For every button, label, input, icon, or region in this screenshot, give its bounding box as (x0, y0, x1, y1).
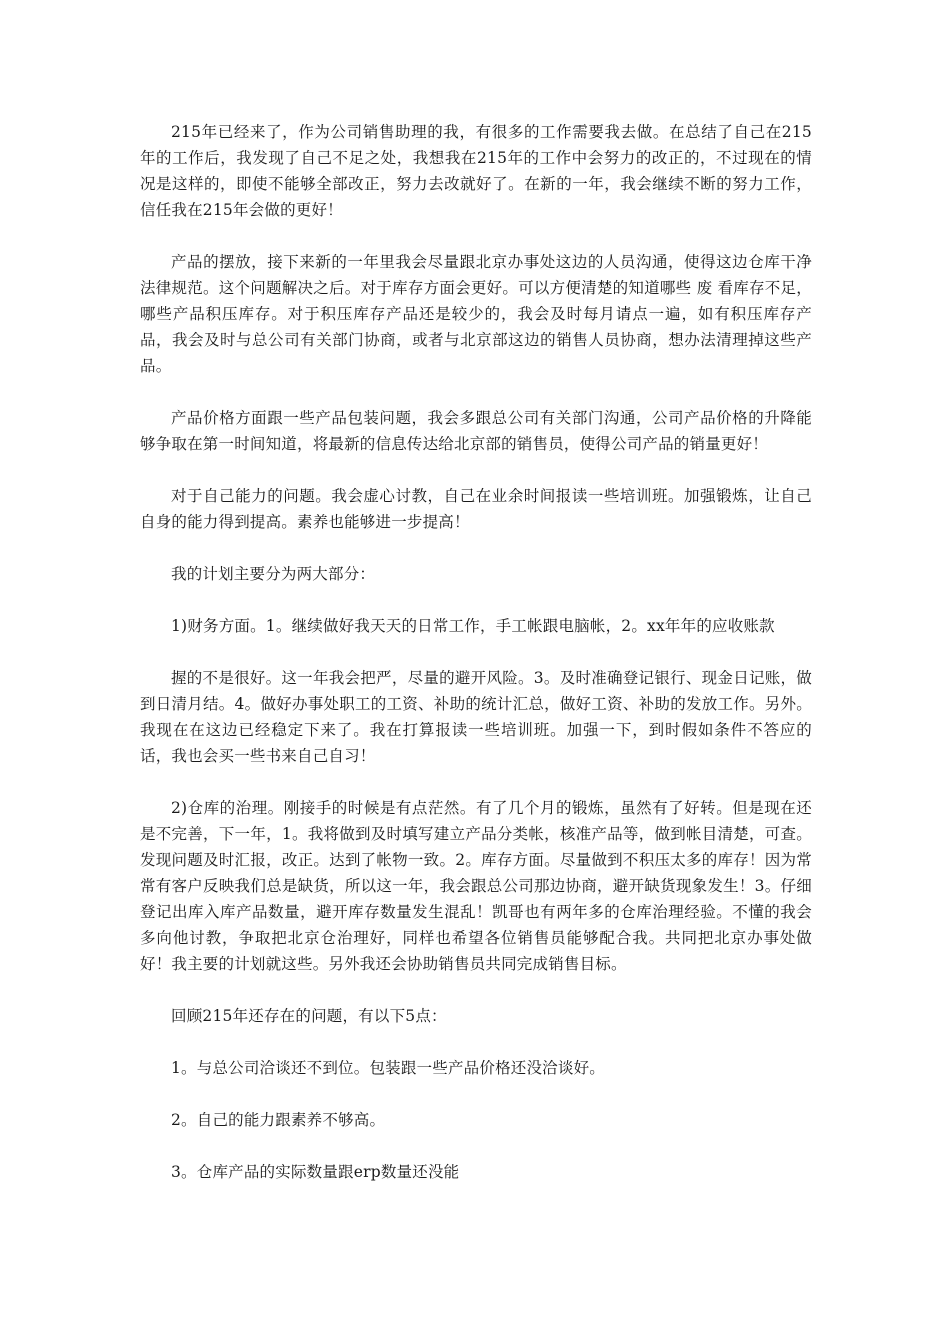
paragraph-issue-1: 1。与总公司洽谈还不到位。包装跟一些产品价格还没洽谈好。 (171, 1059, 605, 1077)
document-body (140, 119, 812, 1185)
paragraph-review-heading: 回顾215年还存在的问题，有以下5点： (171, 1007, 447, 1025)
paragraph-product-pricing: 产品价格方面跟一些产品包装问题，我会多跟总公司有关部门沟通，公司产品价格的升降能够争取在第一时间知道，将最新的信息传达给北京部的销售员，使得公司产品的销量更好！ (140, 409, 812, 453)
paragraph-intro: 215年已经来了，作为公司销售助理的我，有很多的工作需要我去做。在总结了自己在215年的工作后，我发现了自己不足之处，我想我在215年的工作中会努力的改正的，不过现在的情况是这样的，即使不能够全部改正，努力去改就好了。在新的一年，我会继续不断的努力工作，信任我在215年会做的更好！ (140, 123, 812, 219)
paragraph-finance-detail: 握的不是很好。这一年我会把严，尽量的避开风险。3。及时准确登记银行、现金日记账，做到日清月结。4。做好办事处职工的工资、补助的统计汇总，做好工资、补助的发放工作。另外。我现在在这边已经稳定下来了。我在打算报读一些培训班。加强一下，到时假如条件不答应的话，我也会买一些书来自己自习！ (140, 669, 812, 765)
paragraph-issue-3: 3。仓库产品的实际数量跟erp数量还没能 (171, 1163, 460, 1181)
paragraph-product-placement: 产品的摆放，接下来新的一年里我会尽量跟北京办事处这边的人员沟通，使得这边仓库干净法律规范。这个问题解决之后。对于库存方面会更好。可以方便清楚的知道哪些 废 看库存不足，哪些产品积压库存。对于积压库存产品还是较少的，我会及时每月请点一遍，如有积压库存产品，我会及时与总公司有关部门协商，或者与北京部这边的销售人员协商，想办法清理掉这些产品。 (140, 253, 812, 375)
paragraph-finance-plan: 1)财务方面。1。继续做好我天天的日常工作，手工帐跟电脑帐，2。xx年年的应收账款 (171, 617, 775, 635)
paragraph-issue-2: 2。自己的能力跟素养不够高。 (171, 1111, 386, 1129)
paragraph-self-ability: 对于自己能力的问题。我会虚心讨教，自己在业余时间报读一些培训班。加强锻炼，让自己自身的能力得到提高。素养也能够进一步提高！ (140, 487, 812, 531)
paragraph-plan-heading: 我的计划主要分为两大部分： (171, 565, 376, 583)
paragraph-warehouse-plan: 2)仓库的治理。刚接手的时候是有点茫然。有了几个月的锻炼，虽然有了好转。但是现在还是不完善，下一年，1。我将做到及时填写建立产品分类帐，核准产品等，做到帐目清楚，可查。发现问题及时汇报，改正。达到了帐物一致。2。库存方面。尽量做到不积压太多的库存！因为常常有客户反映我们总是缺货，所以这一年，我会跟总公司那边协商，避开缺货现象发生！3。仔细登记出库入库产品数量，避开库存数量发生混乱！凯哥也有两年多的仓库治理经验。不懂的我会多向他讨教，争取把北京仓治理好，同样也希望各位销售员能够配合我。共同把北京办事处做好！我主要的计划就这些。另外我还会协助销售员共同完成销售目标。 (140, 799, 812, 973)
